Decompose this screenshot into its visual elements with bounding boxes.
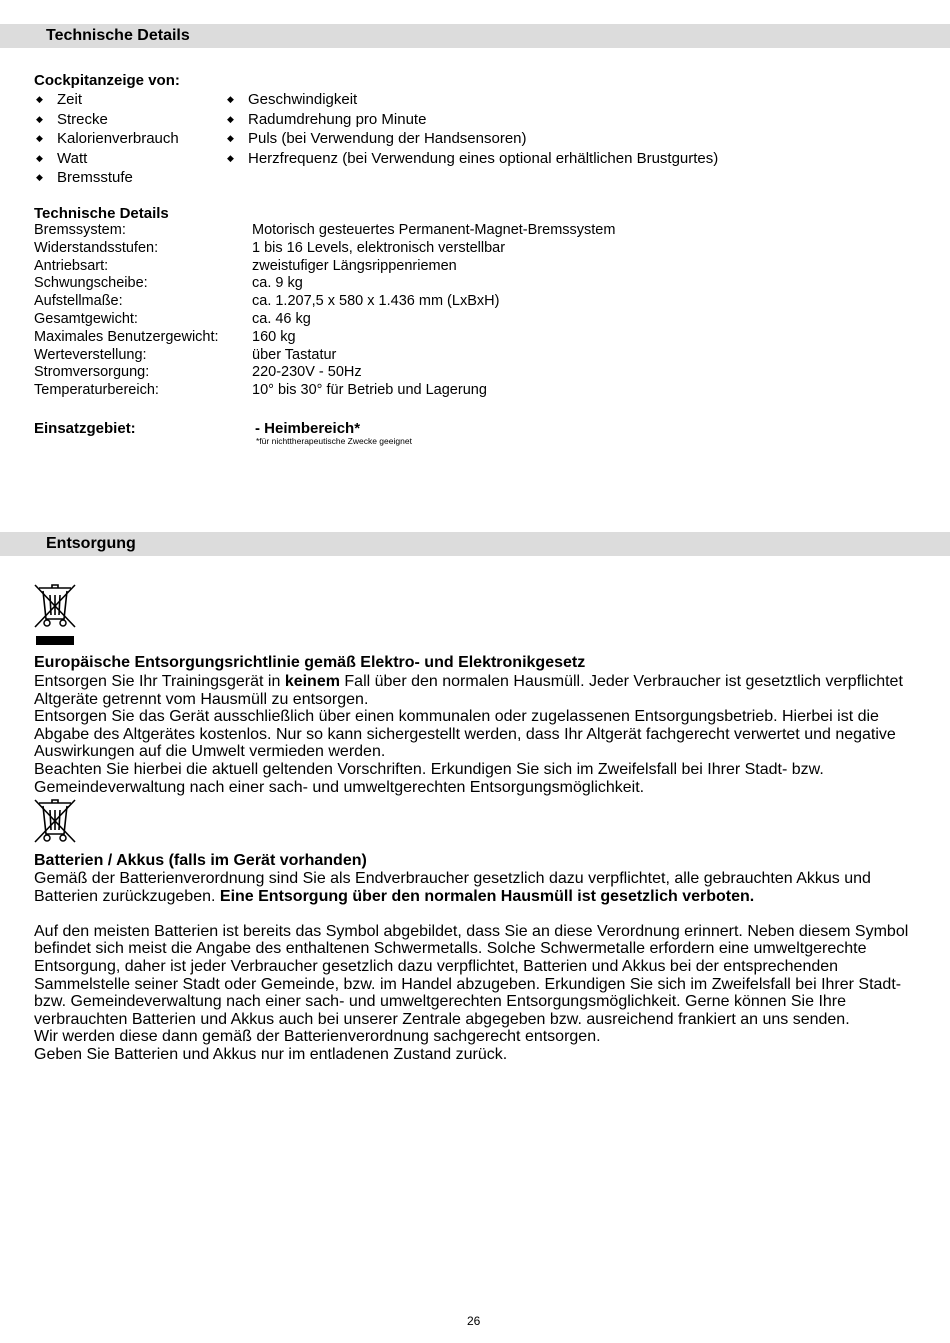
usage-label: Einsatzgebiet: (34, 420, 136, 437)
spec-label: Werteverstellung: (34, 346, 147, 363)
cockpit-list-left (34, 90, 179, 188)
spec-value: ca. 9 kg (252, 275, 303, 292)
spec-label: Maximales Benutzergewicht: (34, 328, 219, 345)
table-row (34, 222, 615, 240)
crossed-bin-icon (33, 798, 77, 844)
spec-value: zweistufiger Längsrippenriemen (252, 257, 457, 274)
cockpit-list-right (225, 90, 718, 168)
section-header-technische-details (0, 24, 950, 48)
section-title: Entsorgung (46, 535, 136, 552)
spec-value: 1 bis 16 Levels, elektronisch verstellbar (252, 239, 506, 256)
battery-paragraph-2: Auf den meisten Batterien ist bereits das Symbol abgebildet, dass Sie an diese Verordnung erinnert. Neben diesem Symbol befindet sich meist die Angabe des enthaltenen Schwermetalls. Solche Schwermetalle erfordern eine umweltgerechte Entsorgung, daher ist jeder Verbraucher gesetzlich dazu verpflichtet, Batterien und Akkus bei der entsprechenden Sammelstelle seiner Stadt oder Gemeinde, bzw. im Handel abzugeben. Erkundigen Sie sich im Zweifelsfall bei Ihrer Stadt- bzw. Gemeindeverwaltung nach einer sach- und umweltgerechten Entsorgungsmöglichkeit. Gerne können Sie Ihre verbrauchten Batterien und Akkus auch bei unserer Zentrale abgegeben bzw. ausreichend frankiert an uns senden. (34, 922, 909, 1028)
spec-value: 220-230V - 50Hz (252, 364, 362, 381)
list-item: ◆ Strecke (34, 110, 179, 130)
spec-label: Bremssystem: (34, 222, 126, 238)
table-row (34, 275, 615, 293)
table-row (34, 311, 615, 329)
spec-label: Antriebsart: (34, 257, 109, 274)
list-item: ◆ Herzfrequenz (bei Verwendung eines optional erhältlichen Brustgurtes) (225, 149, 718, 169)
spec-label: Stromversorgung: (34, 364, 150, 381)
specs-heading: Technische Details (34, 205, 169, 222)
specs-table (34, 222, 615, 400)
text-run: Fall über den normalen Hausmüll. Jeder Verbraucher ist gesetztlich verpflichtet Altgeräte getrennt vom Hausmüll zu entsorgen. (34, 673, 903, 708)
eu-paragraph-3: Beachten Sie hierbei die aktuell geltenden Vorschriften. Erkundigen Sie sich im Zweifelsfall bei Ihrer Stadt- bzw. Gemeindeverwaltung nach einer sach- und umweltgerechten Entsorgungsmöglichkeit. (34, 760, 824, 796)
table-row (34, 364, 615, 382)
page-number: 26 (467, 1314, 481, 1328)
table-row (34, 240, 615, 258)
spec-label: Widerstandsstufen: (34, 239, 159, 256)
list-item: ◆ Kalorienverbrauch (34, 129, 179, 149)
list-item: ◆ Bremsstufe (34, 168, 179, 188)
eu-text (34, 673, 924, 796)
table-row (34, 258, 615, 276)
eu-heading: Europäische Entsorgungsrichtlinie gemäß Elektro- und Elektronikgesetz (34, 654, 586, 671)
eu-paragraph-1 (34, 673, 924, 708)
text-run: Gemäß der Batterienverordnung sind Sie als Endverbraucher gesetzlich dazu verpflichtet, alle gebrauchten Akkus und Batterien zurückzugeben. (34, 870, 871, 905)
table-row (34, 382, 615, 400)
usage-value: - Heimbereich* (255, 420, 361, 437)
crossed-bin-icon (33, 583, 77, 649)
list-item: ◆ Radumdrehung pro Minute (225, 110, 718, 130)
list-item: ◆ Geschwindigkeit (225, 90, 718, 110)
table-row (34, 293, 615, 311)
spec-value: über Tastatur (252, 346, 337, 363)
text-run-bold: Eine Entsorgung über den normalen Hausmüll ist gesetzlich verboten. (219, 887, 755, 905)
spec-value: ca. 46 kg (252, 310, 311, 327)
usage-note: *für nichttherapeutische Zwecke geeignet (256, 436, 412, 446)
spec-label: Temperaturbereich: (34, 382, 159, 399)
battery-paragraph-1 (34, 870, 924, 905)
table-row (34, 329, 615, 347)
spec-label: Schwungscheibe: (34, 275, 148, 292)
table-row (34, 347, 615, 365)
text-run: Entsorgen Sie Ihr Trainingsgerät in (34, 673, 285, 690)
battery-paragraph-4: Geben Sie Batterien und Akkus nur im entladenen Zustand zurück. (34, 1045, 508, 1063)
section-header-entsorgung (0, 532, 950, 556)
cockpit-heading: Cockpitanzeige von: (34, 72, 180, 89)
list-item: ◆ Watt (34, 149, 179, 169)
spec-value: Motorisch gesteuertes Permanent-Magnet-Bremssystem (252, 222, 616, 238)
text-run-bold: keinem (284, 673, 340, 690)
spec-label: Gesamtgewicht: (34, 310, 138, 327)
spec-value: 10° bis 30° für Betrieb und Lagerung (252, 382, 487, 399)
section-title: Technische Details (46, 27, 190, 44)
spec-value: 160 kg (252, 328, 296, 345)
battery-heading: Batterien / Akkus (falls im Gerät vorhanden) (34, 852, 367, 869)
list-item: ◆ Zeit (34, 90, 179, 110)
list-item: ◆ Puls (bei Verwendung der Handsensoren) (225, 129, 718, 149)
battery-text (34, 870, 924, 1064)
spec-label: Aufstellmaße: (34, 293, 123, 310)
spec-value: ca. 1.207,5 x 580 x 1.436 mm (LxBxH) (252, 293, 500, 310)
eu-paragraph-2: Entsorgen Sie das Gerät ausschließlich über einen kommunalen oder zugelassenen Entsorgungsbetrieb. Hierbei ist die Abgabe des Altgerätes kostenlos. Nur so kann sichergestellt werden, dass Ihr Altgerät fachgerecht verwertet und negative Auswirkungen auf die Umwelt vermieden werden. (34, 708, 896, 761)
battery-paragraph-3: Wir werden diese dann gemäß der Batterienverordnung sachgerecht entsorgen. (34, 1028, 601, 1046)
